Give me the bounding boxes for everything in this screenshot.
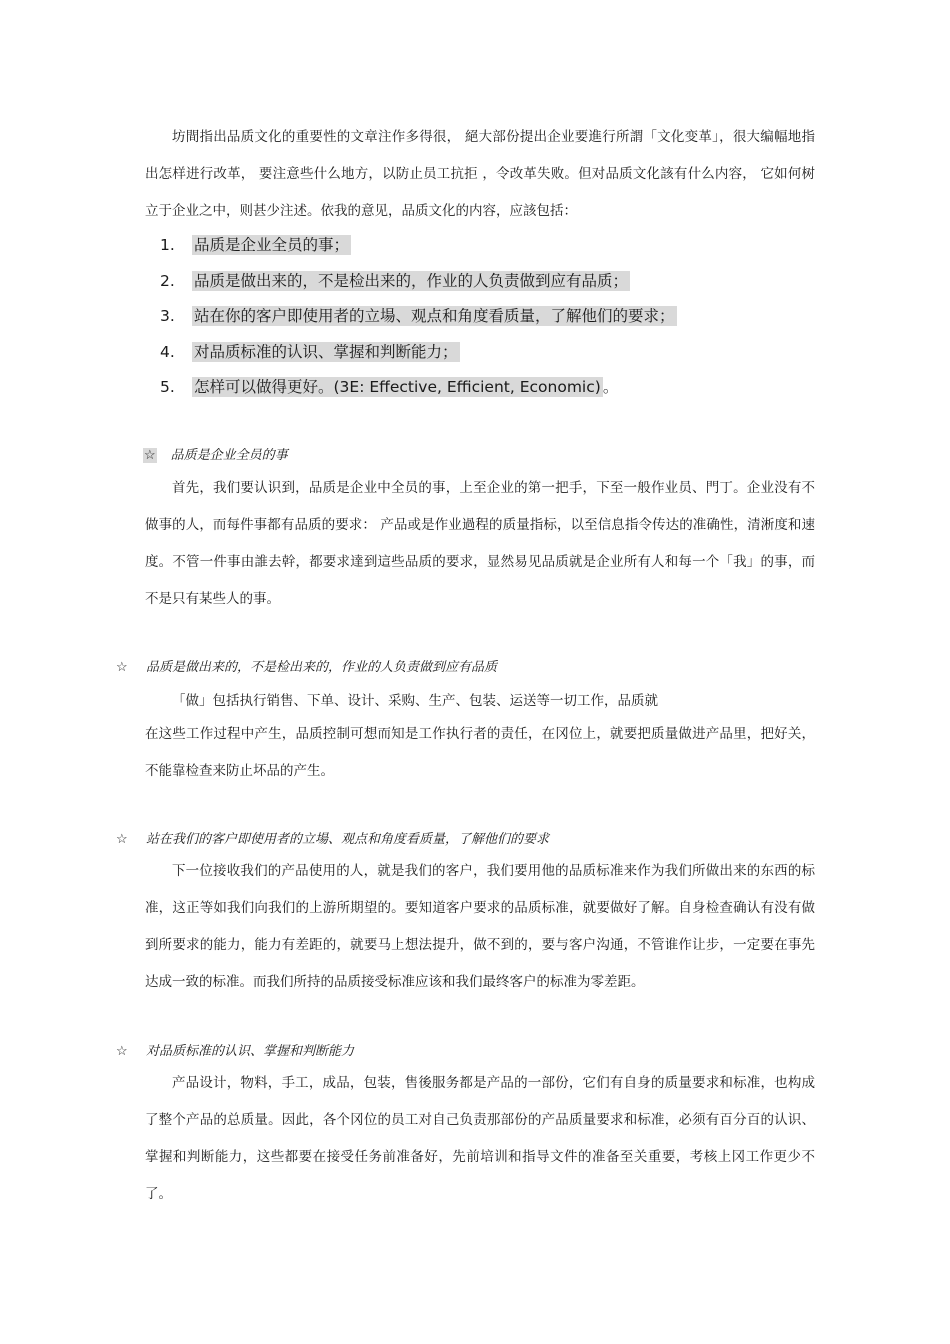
section-heading-3 xyxy=(116,828,549,847)
quality-culture-list xyxy=(160,230,677,408)
section-body-4: 产品设计，物料，手工，成品，包装，售後服务都是产品的一部份，它们有自身的质量要求和标准，也构成了整个产品的总质量。因此，各个冈位的员工对自己负责那部份的产品质量要求和标准，必须有百分百的认识、掌握和判断能力，这些都要在接受任务前准备好，先前培训和指导文件的准备至关重要，考核上冈工作更少不了。 xyxy=(145,1075,815,1202)
star-icon: ☆ xyxy=(144,448,156,463)
list-number: 5. xyxy=(160,378,175,396)
section-heading-text: 品质是企业全员的事 xyxy=(170,448,288,463)
star-icon: ☆ xyxy=(116,660,128,675)
list-number: 1. xyxy=(160,236,175,254)
list-item xyxy=(160,337,677,373)
section-body-2-first-line: 「做」包括执行销售、下单、设计、采购、生产、包装、运送等一切工作，品质就 xyxy=(172,693,658,709)
list-text: 怎样可以做得更好。(3E: Effective, Efficient, Economic) xyxy=(194,378,601,396)
section-heading-text: 对品质标准的认识、掌握和判断能力 xyxy=(146,1044,355,1059)
intro-paragraph: 坊間指出品质文化的重要性的文章注作多得很， 絕大部份提出企业要進行所謂「文化变革」，很大编幅地指出怎样进行改革， 要注意些什么地方，以防止员工抗拒 ，令改革失败。但对品质文化該有什么内容， 它如何树立于企业之中，则甚少注述。依我的意见，品质文化的内容，应該包括： xyxy=(145,129,815,219)
list-item xyxy=(160,372,677,408)
list-item xyxy=(160,230,677,266)
section-heading-text: 站在我们的客户即使用者的立場、观点和角度看质量，了解他们的要求 xyxy=(146,832,550,847)
list-item xyxy=(160,301,677,337)
section-heading-1 xyxy=(143,444,288,463)
star-icon: ☆ xyxy=(116,832,128,847)
list-text: 对品质标准的认识、掌握和判断能力； xyxy=(194,342,458,361)
list-suffix: 。 xyxy=(602,378,619,396)
section-heading-2 xyxy=(116,656,497,675)
section-body-1: 首先，我们要认识到，品质是企业中全员的事，上至企业的第一把手，下至一般作业员、門丁。企业没有不做事的人，而每件事都有品质的要求： 产品或是作业過程的质量指标，以至信息指令传达的准确性，清淅度和速度。不管一件事由誰去幹，都要求達到這些品质的要求，显然易见品质就是企业所有人和每一个「我」的事，而不是只有某些人的事。 xyxy=(145,480,815,607)
section-heading-4 xyxy=(116,1040,354,1059)
star-icon: ☆ xyxy=(116,1044,128,1059)
section-body-2: 在这些工作过程中产生，品质控制可想而知是工作执行者的责任，在冈位上，就要把质量做进产品里，把好关，不能靠检查来防止坏品的产生。 xyxy=(145,726,815,779)
section-heading-text: 品质是做出来的，不是检出来的，作业的人负责做到应有品质 xyxy=(146,660,498,675)
list-number: 2. xyxy=(160,271,175,290)
list-text: 品质是做出来的，不是检出来的，作业的人负责做到应有品质； xyxy=(194,271,629,290)
list-number: 3. xyxy=(160,307,175,325)
list-number: 4. xyxy=(160,342,175,361)
list-text: 品质是企业全员的事； xyxy=(194,236,350,254)
list-item xyxy=(160,266,677,302)
section-body-3: 下一位接收我们的产品使用的人，就是我们的客户，我们要用他的品质标准来作为我们所做出来的东西的标准，这正等如我们向我们的上游所期望的。要知道客户要求的品质标准，就要做好了解。自身检查确认有没有做到所要求的能力，能力有差距的，就要马上想法提升，做不到的，要与客户沟通，不管谁作让步，一定要在事先达成一致的标准。而我们所持的品质接受标准应该和我们最终客户的标准为零差距。 xyxy=(145,863,815,990)
list-text: 站在你的客户即使用者的立場、观点和角度看质量，了解他们的要求； xyxy=(194,307,675,325)
